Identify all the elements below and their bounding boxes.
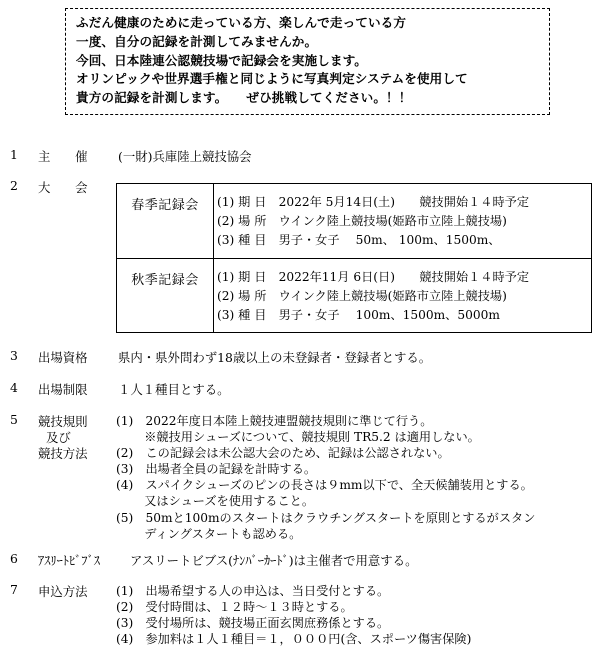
rule-item: (2) この記録会は未公認大会のため、記録は公認されない。 — [116, 446, 450, 460]
section-label: 主 催 — [38, 149, 88, 164]
intro-line: オリンピックや世界選手権と同じように写真判定システムを使用して — [76, 71, 468, 87]
section-label: 競技方法 — [38, 446, 88, 461]
meet-row-spring — [117, 184, 591, 258]
rule-item: (4) スパイクシューズのピンの長さは９mm以下で、全天候舗装用とする。 — [116, 478, 533, 492]
section-number: 4 — [10, 380, 18, 395]
meet-table — [116, 183, 592, 333]
meet-row-autumn — [117, 258, 591, 333]
section-label: ｱｽﾘｰﾄﾋﾞﾌﾞｽ — [38, 553, 100, 568]
rule-item: ディングスタートも認める。 — [116, 527, 302, 541]
application-item: (2) 受付時間は、１２時～１３時とする。 — [116, 600, 353, 614]
meet-detail: (3) 種 目 男子・女子 50m、 100m、1500m、 — [217, 233, 501, 247]
rule-item: (1) 2022年度日本陸上競技連盟競技規則に準じて行う。 — [116, 414, 433, 428]
rule-item: (3) 出場者全員の記録を計時する。 — [116, 462, 317, 476]
application-item: (4) 参加料は１人１種目＝１，０００円(含、スポーツ傷害保険) — [116, 632, 472, 646]
intro-line: 今回、日本陸連公認競技場で記録会を実施します。 — [76, 52, 367, 68]
meet-detail: (2) 場 所 ウインク陸上競技場(姫路市立陸上競技場) — [217, 214, 507, 228]
section-value: １人１種目とする。 — [118, 382, 230, 397]
section-value: アスリートビブス(ﾅﾝﾊﾞｰｶｰﾄﾞ)は主催者で用意する。 — [130, 553, 418, 568]
meet-name: 秋季記録会 — [117, 259, 214, 333]
section-label: 競技規則 — [38, 414, 88, 429]
section-label: 及び — [46, 430, 71, 445]
section-value: 県内・県外問わず18歳以上の未登録者・登録者とする。 — [118, 350, 432, 365]
rule-item: ※競技用シューズについて、競技規則 TR5.2 は適用しない。 — [116, 430, 480, 444]
section-number: 5 — [10, 412, 18, 427]
section-label: 申込方法 — [38, 584, 88, 599]
section-value: (一財)兵庫陸上競技協会 — [118, 149, 252, 164]
section-number: 1 — [10, 147, 18, 162]
intro-line: 貴方の記録を計測します。 ぜひ挑戦してください。！！ — [76, 90, 412, 106]
application-item: (1) 出場希望する人の申込は、当日受付とする。 — [116, 584, 390, 598]
application-item: (3) 受付場所は、競技場正面玄関庶務係とする。 — [116, 616, 390, 630]
meet-detail: (1) 期 日 2022年11月 6日(日) 競技開始１４時予定 — [217, 270, 530, 284]
meet-detail: (1) 期 日 2022年 5月14日(土) 競技開始１４時予定 — [217, 195, 530, 209]
section-label: 大 会 — [38, 180, 88, 195]
section-number: 3 — [10, 348, 18, 363]
meet-detail: (3) 種 目 男子・女子 100m、1500m、5000m — [217, 308, 500, 322]
intro-line: 一度、自分の記録を計測してみませんか。 — [76, 33, 318, 49]
intro-box — [65, 8, 550, 115]
meet-name: 春季記録会 — [117, 184, 214, 258]
section-number: 7 — [10, 582, 18, 597]
section-label: 出場制限 — [38, 382, 88, 397]
section-label: 出場資格 — [38, 350, 88, 365]
rule-item: 又はシューズを使用すること。 — [116, 494, 315, 508]
section-number: 6 — [10, 551, 18, 566]
section-number: 2 — [10, 178, 18, 193]
intro-line: ふだん健康のために走っている方、楽しんで走っている方 — [76, 15, 407, 30]
rule-item: (5) 50mと100mのスタートはクラウチングスタートを原則とするがスタン — [116, 511, 536, 525]
meet-detail: (2) 場 所 ウインク陸上競技場(姫路市立陸上競技場) — [217, 289, 507, 303]
